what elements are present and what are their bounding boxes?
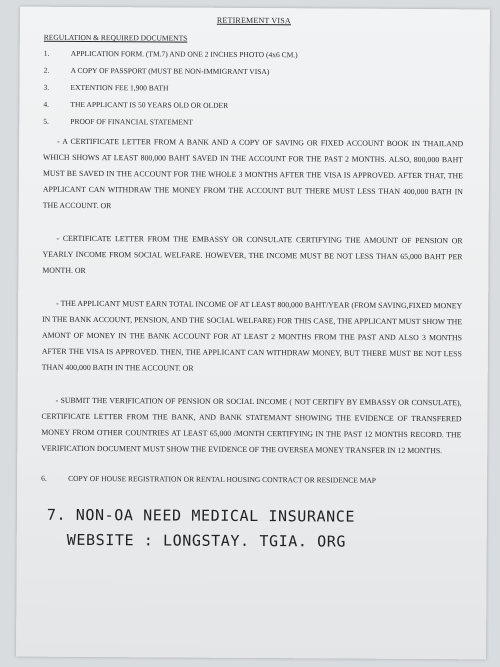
- page-title: RETIREMENT VISA: [216, 15, 291, 26]
- item-number: 5.: [43, 116, 49, 126]
- requirements-list: [43, 49, 463, 129]
- list-item: [43, 100, 463, 112]
- item-number: 1.: [43, 48, 50, 58]
- item-text: APPLICATION FORM. (TM.7) AND ONE 2 INCHES PHOTO (4x6 CM.): [70, 48, 298, 60]
- list-item: [43, 117, 463, 129]
- financial-option-paragraph: - A CERTIFICATE LETTER FROM A BANK AND A COPY OF SAVING OR FIXED ACCOUNT BOOK IN THAILAND WHICH SHOWS AT LEAST 800,000 BAHT SAVED IN THE ACCOUNT FOR THE PAST 2 MONTHS. ALSO, 800,000 BAHT MUST BE SAVED IN THE ACCOUNT FOR THE WHOLE 3 MONTHS AFTER THE VISA IS APPROVED. AFTER THAT, THE APPLICANT CAN WITHDRAW THE MONEY FROM THE ACCOUNT BUT THERE MUST LESS THAN 400,000 BATH IN THE ACCOUNT. OR: [42, 136, 464, 211]
- list-item: [41, 474, 461, 486]
- item-text: COPY OF HOUSE REGISTRATION OR RENTAL HOUSING CONTRACT OR RESIDENCE MAP: [68, 473, 377, 485]
- handwritten-note: [47, 503, 461, 556]
- financial-option-paragraph: - THE APPLICANT MUST EARN TOTAL INCOME OF AT LEAST 800,000 BAHT/YEAR (FROM SAVING,FIXED MONEY IN THE BANK ACCOUNT, PENSION, AND THE SOCIAL WELFARE) FOR THIS CASE, THE APPLICANT MUST SHOW THE AMONT OF MONEY IN THE BANK ACCOUNT FOR AT LEAST 2 MONTHS FROM THE PAST AND ALSO 3 MONTHS AFTER THE VISA IS APPROVED. THEN, THE APPLICANT CAN WITHDRAW MONEY, BUT THERE MUST BE NOT LESS THAN 400,000 BATH IN THE ACCOUNT. OR: [41, 298, 463, 373]
- item-text: EXTENTION FEE 1,900 BATH: [70, 82, 169, 93]
- item-text: THE APPLICANT IS 50 YEARS OLD OR OLDER: [70, 99, 229, 110]
- document-page: [16, 7, 490, 660]
- list-item: [43, 83, 463, 95]
- section-heading: REGULATION & REQUIRED DOCUMENTS: [43, 32, 188, 43]
- item-text: PROOF OF FINANCIAL STATEMENT: [70, 116, 194, 127]
- handwritten-line: WEBSITE : LONGSTAY. TGIA. ORG: [66, 530, 347, 551]
- item-text: A COPY OF PASSPORT (MUST BE NON-IMMIGRANT VISA): [70, 65, 270, 77]
- financial-option-paragraph: - CERTIFICATE LETTER FROM THE EMBASSY OR CONSULATE CERTIFYING THE AMOUNT OF PENSION OR YEARLY INCOME FROM SOCIAL WELFARE. HOWEVER, THE INCOME MUST BE NOT LESS THAN 65,000 BAHT PER MONTH. OR: [42, 233, 463, 275]
- document-content: [41, 15, 464, 556]
- list-item: [44, 49, 464, 61]
- item-number: 4.: [43, 99, 50, 109]
- list-item: [44, 66, 464, 78]
- item-number: 3.: [43, 82, 50, 92]
- item-number: 6.: [41, 473, 47, 483]
- financial-option-paragraph: - SUBMIT THE VERIFICATION OF PENSION OR SOCIAL INCOME ( NOT CERTIFY BY EMBASSY OR CONSULATE), CERTIFICATE LETTER FROM THE BANK, AND BANK STATEMANT SHOWING THE EVIDENCE OF TRANSFERED MONEY FROM OTHER COUNTRIES AT LEAST 65,000 /MONTH CERTIFYING IN THE PAST 12 MONTHS RECORD. THE VERIFICATION DOCUMENT MUST SHOW THE EVIDENCE OF THE OVERSEA MONEY TRANSFER IN 12 MONTHS.: [41, 395, 462, 456]
- item-number: 2.: [43, 65, 50, 75]
- handwritten-line: 7. NON-OA NEED MEDICAL INSURANCE: [46, 505, 356, 526]
